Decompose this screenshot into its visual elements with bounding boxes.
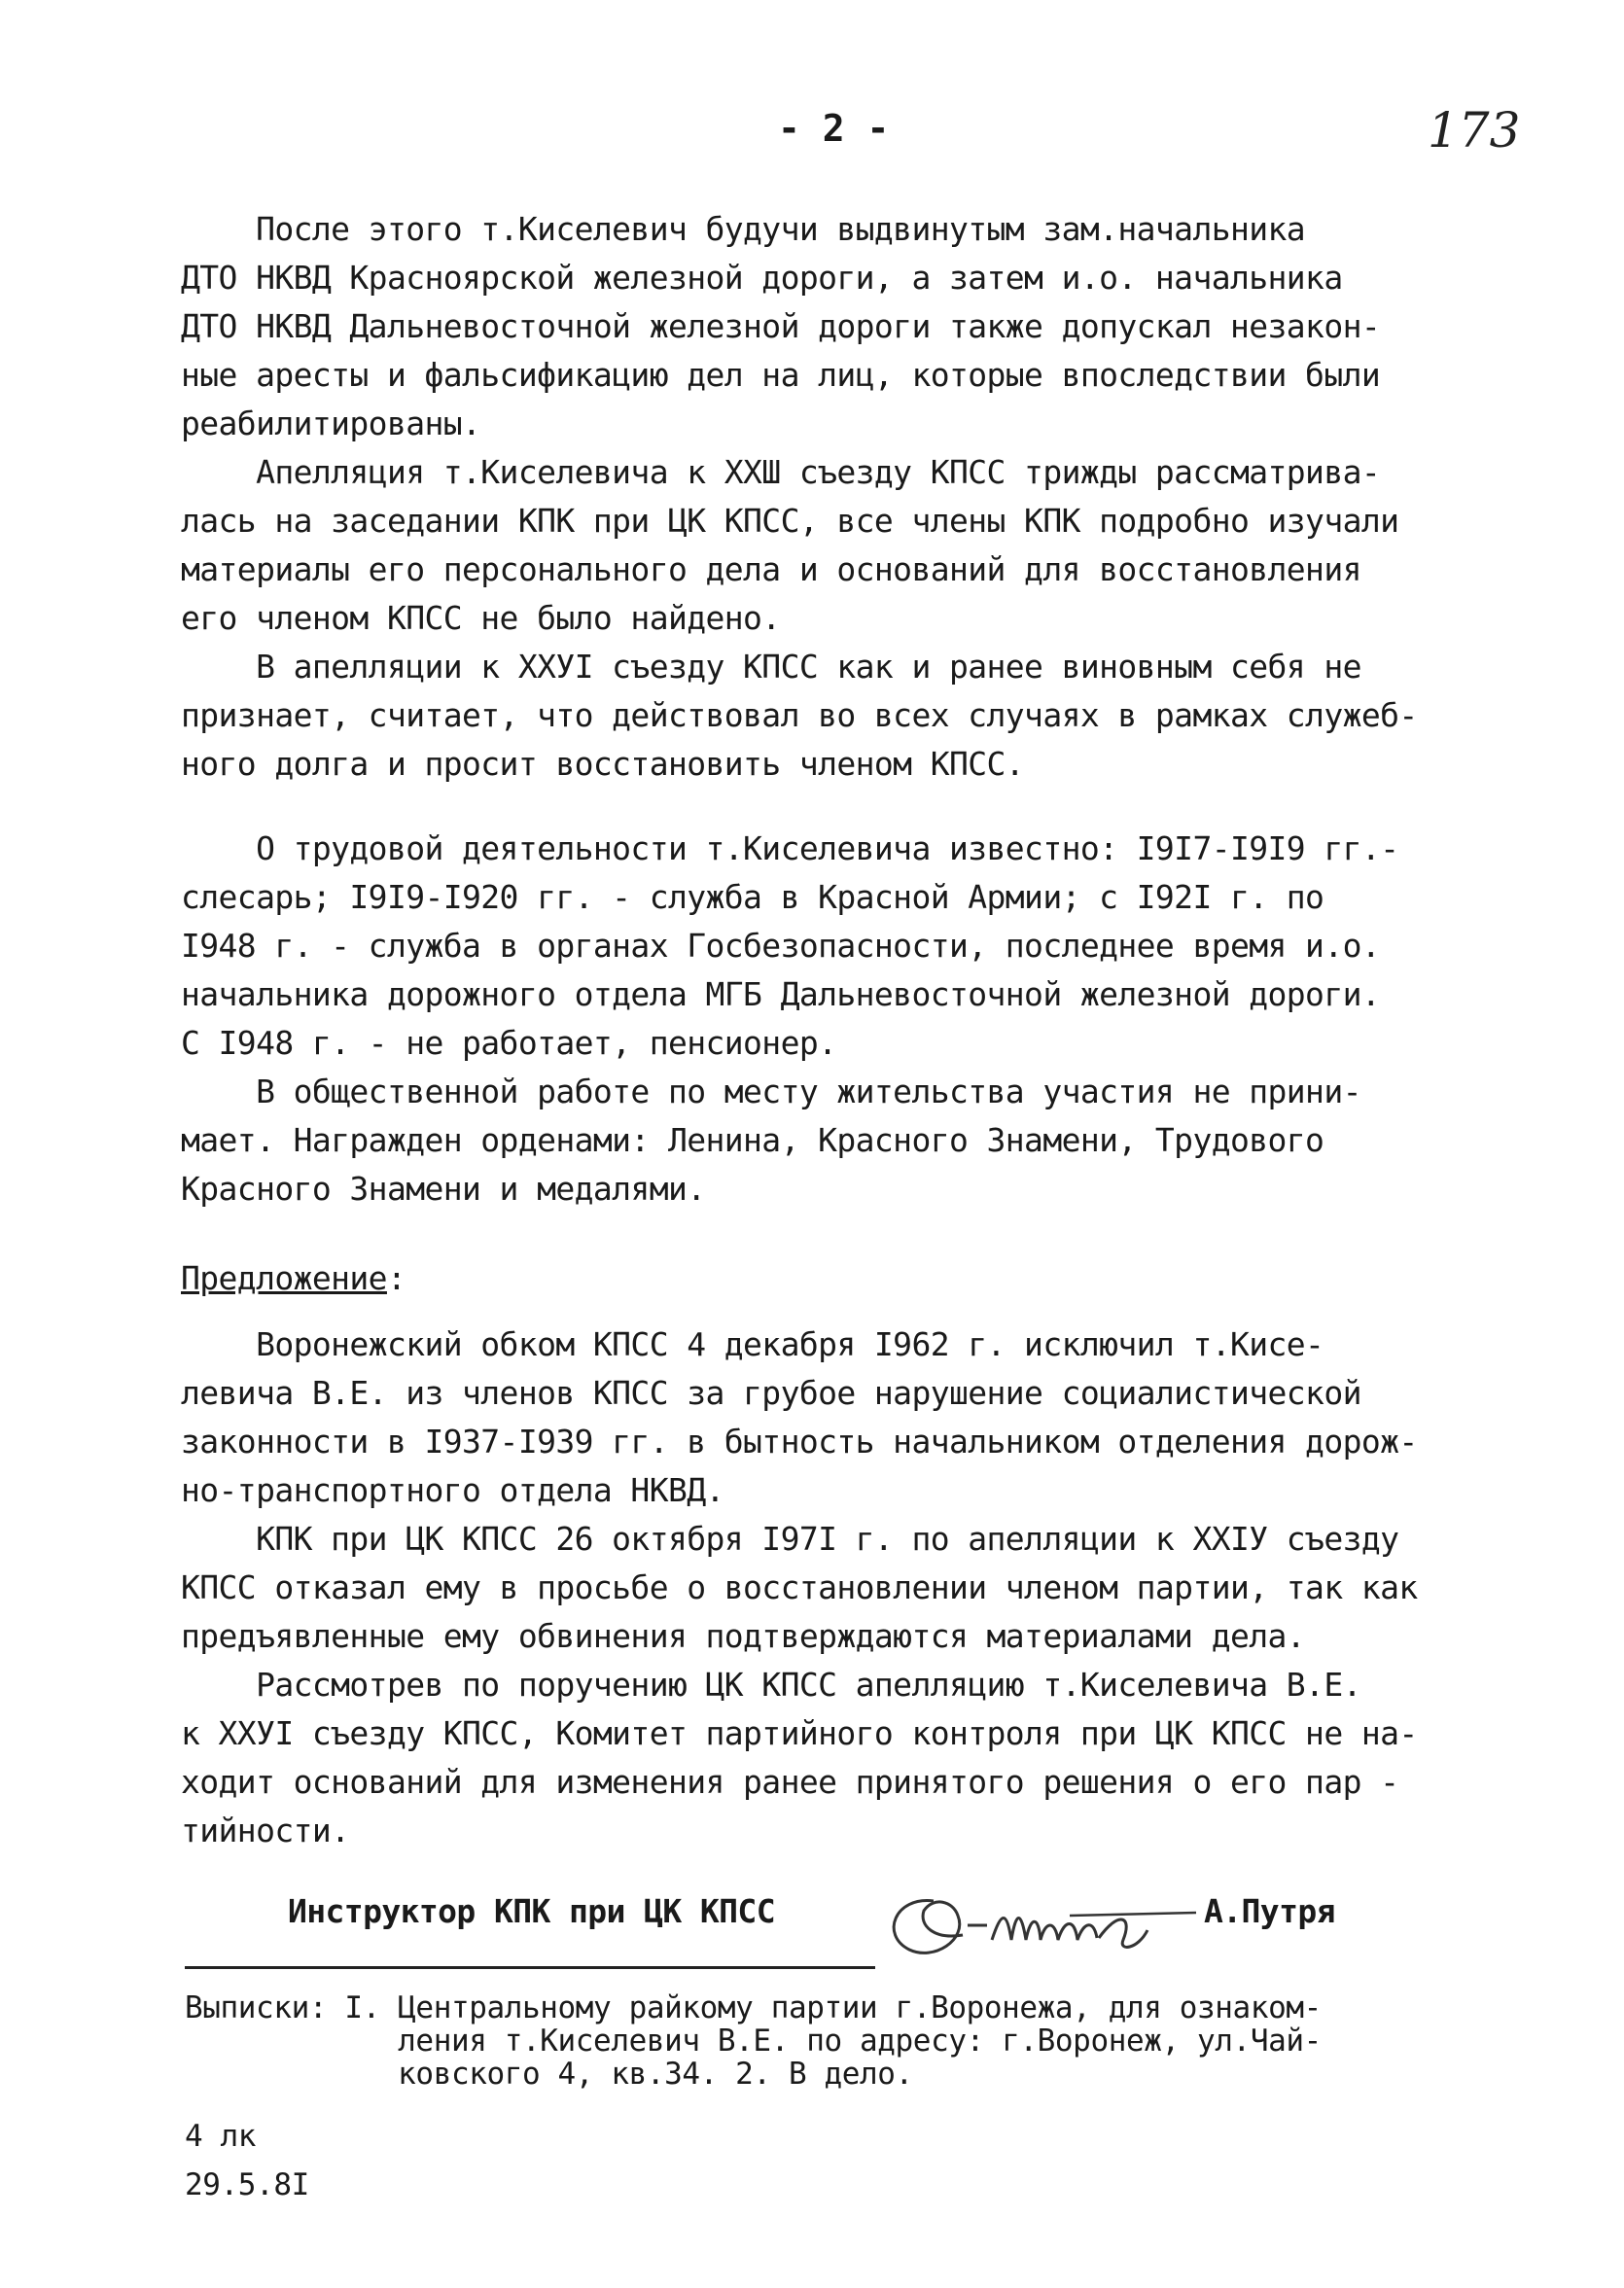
body-line: реабилитированы. (181, 405, 481, 442)
body-line: ДТО НКВД Красноярской железной дороги, а затем и.о. начальника (181, 259, 1343, 297)
proposal-line: но-транспортного отдела НКВД. (181, 1471, 724, 1509)
proposal-heading-text: Предложение (181, 1259, 387, 1297)
signatory-title: Инструктор КПК при ЦК КПСС (288, 1892, 775, 1930)
proposal-heading (181, 1259, 406, 1298)
body-line: Красного Знамени и медалями. (181, 1170, 706, 1208)
body-line: С I948 г. - не работает, пенсионер. (181, 1024, 837, 1062)
body-line: мает. Награжден орденами: Ленина, Красного Знамени, Трудового (181, 1121, 1324, 1159)
body-line: начальника дорожного отдела МГБ Дальневосточной железной дороги. (181, 975, 1381, 1013)
proposal-line: ходит оснований для изменения ранее принятого решения о его пар - (181, 1763, 1399, 1801)
extracts-line: ковского 4, кв.34. 2. В дело. (185, 2057, 913, 2092)
archive-page-number: 173 (1428, 102, 1521, 158)
body-line: ные аресты и фальсификацию дел на лиц, которые впоследствии были (181, 356, 1381, 394)
proposal-line: КПСС отказал ему в просьбе о восстановлении членом партии, так как (181, 1568, 1418, 1606)
body-line: В апелляции к ХХУI съезду КПСС как и ранее виновным себя не (181, 648, 1361, 686)
body-line: О трудовой деятельности т.Киселевича известно: I9I7-I9I9 гг.- (181, 829, 1399, 867)
proposal-line: к ХХУI съезду КПСС, Комитет партийного контроля при ЦК КПСС не на- (181, 1714, 1418, 1752)
proposal-line: КПК при ЦК КПСС 26 октября I97I г. по апелляции к ХХIУ съезду (181, 1520, 1399, 1558)
proposal-line: Рассмотрев по поручению ЦК КПСС апелляцию т.Киселевича В.Е. (181, 1666, 1361, 1704)
extracts-line: ления т.Киселевич В.Е. по адресу: г.Воронеж, ул.Чай- (185, 2024, 1322, 2059)
copies-count: 4 лк (185, 2119, 257, 2154)
handwritten-signature (875, 1882, 1245, 1969)
body-line: I948 г. - служба в органах Госбезопасности, последнее время и.о. (181, 927, 1381, 965)
document-date: 29.5.8I (185, 2167, 309, 2202)
proposal-line: левича В.Е. из членов КПСС за грубое нарушение социалистической (181, 1374, 1361, 1412)
body-line: признает, считает, что действовал во всех случаях в рамках служеб- (181, 696, 1418, 734)
proposal-line: предъявленные ему обвинения подтверждаются материалами дела. (181, 1617, 1306, 1655)
proposal-line: законности в I937-I939 гг. в бытность начальником отделения дорож- (181, 1423, 1418, 1461)
body-line: слесарь; I9I9-I920 гг. - служба в Красной Армии; с I92I г. по (181, 878, 1324, 916)
proposal-line: тийности. (181, 1812, 350, 1849)
body-line: его членом КПСС не было найдено. (181, 599, 781, 637)
body-line: ДТО НКВД Дальневосточной железной дороги также допускал незакон- (181, 307, 1381, 345)
separator-line (185, 1966, 875, 1969)
proposal-heading-colon: : (386, 1259, 406, 1297)
extracts-line: Выписки: I. Центральному райкому партии г.Воронежа, для ознаком- (185, 1990, 1322, 2025)
body-line: В общественной работе по месту жительства участия не прини- (181, 1073, 1361, 1110)
body-line: лась на заседании КПК при ЦК КПСС, все члены КПК подробно изучали (181, 502, 1399, 540)
body-line: Апелляция т.Киселевича к ХХШ съезду КПСС трижды рассматрива- (181, 453, 1381, 491)
signatory-name: А.Путря (1204, 1892, 1335, 1930)
page-number: - 2 - (778, 107, 890, 150)
proposal-line: Воронежский обком КПСС 4 декабря I962 г. исключил т.Кисе- (181, 1325, 1324, 1363)
body-line: ного долга и просит восстановить членом КПСС. (181, 745, 1025, 783)
body-line: После этого т.Киселевич будучи выдвинутым зам.начальника (181, 210, 1306, 248)
body-line: материалы его персонального дела и оснований для восстановления (181, 550, 1361, 588)
